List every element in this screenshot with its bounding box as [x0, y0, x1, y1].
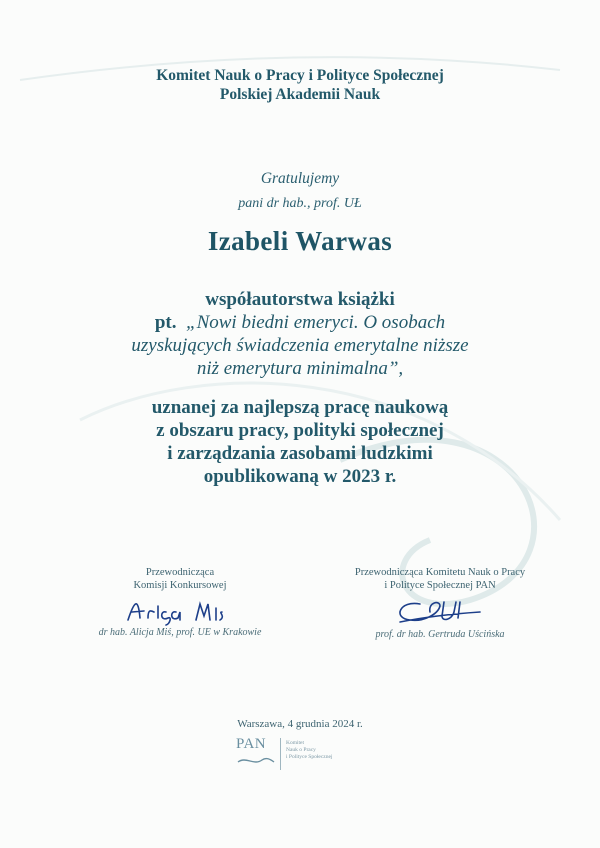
left-signatory-name: dr hab. Alicja Miś, prof. UE w Krakowie [98, 627, 262, 638]
right-signatory-name: prof. dr hab. Gertruda Uścińska [375, 629, 505, 640]
addressee-prefix: pani dr hab., prof. UŁ [238, 196, 362, 211]
logo-divider [280, 738, 281, 770]
handwritten-signature-left [120, 592, 240, 626]
award-line-4: opublikowaną w 2023 r. [203, 466, 397, 487]
award-line-1: uznanej za najlepszą pracę naukową [151, 397, 449, 418]
pan-logo [236, 736, 366, 772]
citation-book [0, 288, 600, 380]
signature-block-left [70, 566, 290, 639]
signature-block-right [300, 566, 580, 641]
organization-line-2: Polskiej Akademii Nauk [219, 86, 381, 103]
logo-text-block [286, 740, 332, 761]
left-role-line-2: Komisji Konkursowej [133, 580, 227, 591]
greeting-title: Gratulujemy [260, 170, 340, 187]
pan-wave-icon [236, 754, 276, 768]
logo-line-3: i Polityce Społecznej [286, 754, 333, 760]
logo-line-1: Komitet [286, 740, 305, 746]
award-line-3: i zarządzania zasobami ludzkimi [167, 443, 433, 464]
book-title-line-1 [0, 311, 600, 334]
citation-award [0, 396, 600, 488]
organization-line-1: Komitet Nauk o Pracy i Polityce Społecznej [156, 67, 444, 84]
recipient-name: Izabeli Warwas [207, 226, 393, 256]
citation-line-1: współautorstwa książki [205, 289, 395, 310]
award-line-2: z obszaru pracy, polityki społecznej [156, 420, 444, 441]
right-role-line-1: Przewodnicząca Komitetu Nauk o Pracy [354, 567, 526, 578]
organization-header [0, 66, 600, 104]
right-role-line-2: i Polityce Społecznej PAN [384, 580, 496, 591]
left-role-line-1: Przewodnicząca [145, 567, 215, 578]
handwritten-signature-right [380, 592, 500, 628]
book-title-line-2: uzyskujących świadczenia emerytalne niższe [131, 335, 469, 356]
date-place: Warszawa, 4 grudnia 2024 r. [237, 718, 363, 730]
book-title-part-1: „Nowi biedni emeryci. O osobach [186, 312, 446, 333]
logo-line-2: Nauk o Pracy [286, 747, 316, 753]
book-title-line-3: niż emerytura minimalna”, [196, 358, 404, 379]
pan-logo-abbr: PAN [236, 736, 267, 752]
citation-prefix: pt. [154, 312, 177, 333]
